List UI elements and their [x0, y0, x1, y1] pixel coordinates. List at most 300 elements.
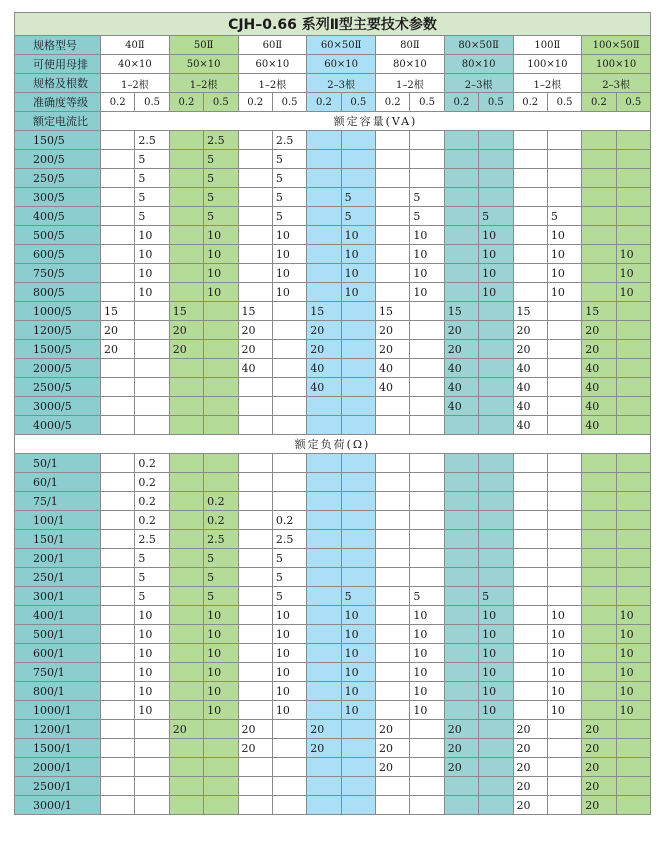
value-cell: [547, 492, 581, 511]
value-cell: [582, 473, 616, 492]
value-cell: [238, 226, 272, 245]
value-cell: [169, 568, 203, 587]
value-cell: 20: [513, 720, 547, 739]
value-cell: 40: [307, 378, 341, 397]
value-cell: 5: [272, 169, 306, 188]
value-cell: [341, 340, 375, 359]
value-cell: 5: [204, 169, 238, 188]
value-cell: [547, 416, 581, 435]
value-cell: [376, 682, 410, 701]
value-cell: [307, 131, 341, 150]
value-cell: 5: [135, 169, 169, 188]
value-cell: [169, 739, 203, 758]
current-ratio: 1500/1: [15, 739, 101, 758]
current-ratio: 150/5: [15, 131, 101, 150]
accuracy-class: 0.5: [410, 93, 444, 112]
current-ratio: 250/1: [15, 568, 101, 587]
current-ratio: 4000/5: [15, 416, 101, 435]
value-cell: [444, 416, 478, 435]
value-cell: [444, 549, 478, 568]
value-cell: [444, 701, 478, 720]
accuracy-class: 0.5: [479, 93, 513, 112]
value-cell: 5: [479, 587, 513, 606]
value-cell: 10: [616, 606, 650, 625]
current-ratio: 600/1: [15, 644, 101, 663]
value-cell: [513, 283, 547, 302]
value-cell: [479, 530, 513, 549]
value-cell: [101, 796, 135, 815]
value-cell: [376, 777, 410, 796]
value-cell: [341, 454, 375, 473]
value-cell: [410, 397, 444, 416]
value-cell: [238, 397, 272, 416]
value-cell: 40: [513, 416, 547, 435]
value-cell: [479, 758, 513, 777]
value-cell: [513, 606, 547, 625]
accuracy-class: 0.5: [616, 93, 650, 112]
current-ratio: 100/1: [15, 511, 101, 530]
value-cell: [341, 169, 375, 188]
value-cell: [444, 245, 478, 264]
value-cell: 20: [238, 739, 272, 758]
current-ratio: 3000/5: [15, 397, 101, 416]
value-cell: [616, 397, 650, 416]
value-cell: [169, 663, 203, 682]
busbar-size: 100×10: [582, 55, 651, 74]
value-cell: [582, 625, 616, 644]
value-cell: [616, 568, 650, 587]
value-cell: [513, 511, 547, 530]
value-cell: [238, 796, 272, 815]
value-cell: 10: [135, 663, 169, 682]
value-cell: 40: [307, 359, 341, 378]
value-cell: [307, 169, 341, 188]
accuracy-class: 0.5: [341, 93, 375, 112]
value-cell: [582, 549, 616, 568]
value-cell: [513, 549, 547, 568]
accuracy-class: 0.2: [307, 93, 341, 112]
busbar-size: 60×10: [238, 55, 307, 74]
value-cell: [547, 720, 581, 739]
model-row: [15, 36, 651, 55]
value-cell: [444, 226, 478, 245]
table-row: [15, 359, 651, 378]
value-cell: [479, 378, 513, 397]
value-cell: 5: [204, 568, 238, 587]
count-row: [15, 74, 651, 93]
value-cell: 10: [204, 682, 238, 701]
value-cell: 10: [547, 625, 581, 644]
value-cell: 20: [307, 739, 341, 758]
value-cell: [169, 283, 203, 302]
bar-count: 1–2根: [513, 74, 582, 93]
model-label: 规格型号: [15, 36, 101, 55]
value-cell: [135, 739, 169, 758]
value-cell: [547, 777, 581, 796]
value-cell: [376, 188, 410, 207]
value-cell: [410, 321, 444, 340]
current-ratio: 1500/5: [15, 340, 101, 359]
value-cell: 10: [204, 283, 238, 302]
value-cell: 10: [341, 245, 375, 264]
value-cell: 40: [582, 378, 616, 397]
value-cell: [341, 131, 375, 150]
value-cell: [479, 131, 513, 150]
value-cell: [204, 321, 238, 340]
value-cell: 10: [479, 226, 513, 245]
model-name: 100Ⅱ: [513, 36, 582, 55]
value-cell: 10: [547, 226, 581, 245]
value-cell: [238, 644, 272, 663]
value-cell: [479, 188, 513, 207]
value-cell: [479, 150, 513, 169]
value-cell: 10: [135, 644, 169, 663]
value-cell: [101, 606, 135, 625]
value-cell: 10: [410, 682, 444, 701]
value-cell: [341, 777, 375, 796]
value-cell: [101, 131, 135, 150]
value-cell: 2.5: [204, 530, 238, 549]
table-row: [15, 796, 651, 815]
value-cell: [444, 625, 478, 644]
value-cell: [444, 283, 478, 302]
value-cell: [616, 473, 650, 492]
value-cell: [204, 739, 238, 758]
current-ratio: 800/1: [15, 682, 101, 701]
value-cell: 20: [307, 720, 341, 739]
value-cell: [307, 473, 341, 492]
value-cell: 0.2: [204, 492, 238, 511]
current-ratio: 750/5: [15, 264, 101, 283]
table-row: [15, 454, 651, 473]
current-ratio: 800/5: [15, 283, 101, 302]
value-cell: 20: [444, 758, 478, 777]
value-cell: 5: [410, 188, 444, 207]
accuracy-class: 0.2: [582, 93, 616, 112]
value-cell: 20: [101, 321, 135, 340]
value-cell: [410, 473, 444, 492]
value-cell: [376, 530, 410, 549]
value-cell: 2.5: [272, 131, 306, 150]
value-cell: 10: [410, 283, 444, 302]
value-cell: 40: [582, 359, 616, 378]
value-cell: [101, 226, 135, 245]
table-row: [15, 302, 651, 321]
value-cell: [307, 264, 341, 283]
value-cell: [204, 720, 238, 739]
value-cell: 5: [135, 207, 169, 226]
value-cell: [101, 663, 135, 682]
spec-table: [14, 12, 651, 815]
table-row: [15, 625, 651, 644]
value-cell: [204, 777, 238, 796]
table-row: [15, 264, 651, 283]
value-cell: [204, 796, 238, 815]
load-section-label: 额定负荷(Ω): [15, 435, 651, 454]
current-ratio: 500/1: [15, 625, 101, 644]
value-cell: [169, 150, 203, 169]
value-cell: [341, 416, 375, 435]
value-cell: [238, 530, 272, 549]
value-cell: [616, 302, 650, 321]
value-cell: [272, 473, 306, 492]
value-cell: [135, 720, 169, 739]
bar-count: 2–3根: [582, 74, 651, 93]
value-cell: 20: [169, 340, 203, 359]
value-cell: [101, 150, 135, 169]
value-cell: [101, 207, 135, 226]
value-cell: [616, 207, 650, 226]
value-cell: [307, 207, 341, 226]
value-cell: [169, 587, 203, 606]
value-cell: [410, 131, 444, 150]
value-cell: [376, 473, 410, 492]
value-cell: 5: [135, 568, 169, 587]
value-cell: [307, 568, 341, 587]
value-cell: [582, 264, 616, 283]
value-cell: [616, 226, 650, 245]
value-cell: 10: [547, 283, 581, 302]
value-cell: [204, 758, 238, 777]
current-ratio: 250/5: [15, 169, 101, 188]
value-cell: [272, 492, 306, 511]
accuracy-class: 0.5: [547, 93, 581, 112]
value-cell: 10: [547, 663, 581, 682]
value-cell: [341, 492, 375, 511]
value-cell: [547, 454, 581, 473]
value-cell: [238, 511, 272, 530]
value-cell: 20: [376, 340, 410, 359]
value-cell: [616, 169, 650, 188]
value-cell: [547, 131, 581, 150]
value-cell: [582, 131, 616, 150]
value-cell: 5: [272, 549, 306, 568]
value-cell: 5: [135, 150, 169, 169]
value-cell: [582, 530, 616, 549]
value-cell: 10: [616, 701, 650, 720]
accuracy-class: 0.5: [204, 93, 238, 112]
value-cell: 0.2: [272, 511, 306, 530]
value-cell: 10: [204, 663, 238, 682]
accuracy-row: [15, 93, 651, 112]
value-cell: [513, 150, 547, 169]
value-cell: 40: [582, 397, 616, 416]
value-cell: [204, 359, 238, 378]
value-cell: [169, 359, 203, 378]
value-cell: [479, 511, 513, 530]
value-cell: 20: [513, 739, 547, 758]
value-cell: [410, 416, 444, 435]
value-cell: [238, 416, 272, 435]
value-cell: [547, 359, 581, 378]
value-cell: [341, 549, 375, 568]
value-cell: [341, 473, 375, 492]
table-row: [15, 606, 651, 625]
table-row: [15, 245, 651, 264]
value-cell: [101, 720, 135, 739]
bar-count: 2–3根: [307, 74, 376, 93]
value-cell: [238, 663, 272, 682]
value-cell: 10: [135, 264, 169, 283]
value-cell: [479, 492, 513, 511]
value-cell: [547, 473, 581, 492]
value-cell: [582, 663, 616, 682]
value-cell: [616, 549, 650, 568]
current-ratio: 2000/5: [15, 359, 101, 378]
value-cell: [169, 758, 203, 777]
value-cell: [101, 283, 135, 302]
value-cell: [307, 663, 341, 682]
value-cell: 2.5: [272, 530, 306, 549]
value-cell: [307, 644, 341, 663]
current-ratio: 600/5: [15, 245, 101, 264]
value-cell: [410, 796, 444, 815]
value-cell: [616, 739, 650, 758]
value-cell: 2.5: [135, 530, 169, 549]
bar-count: 2–3根: [444, 74, 513, 93]
value-cell: [410, 492, 444, 511]
value-cell: [272, 321, 306, 340]
value-cell: [444, 530, 478, 549]
value-cell: [238, 264, 272, 283]
value-cell: 5: [204, 549, 238, 568]
value-cell: 10: [204, 625, 238, 644]
table-row: [15, 511, 651, 530]
value-cell: [444, 264, 478, 283]
table-row: [15, 226, 651, 245]
value-cell: [101, 777, 135, 796]
value-cell: [376, 264, 410, 283]
value-cell: [307, 416, 341, 435]
value-cell: [616, 150, 650, 169]
value-cell: [101, 359, 135, 378]
value-cell: [204, 416, 238, 435]
value-cell: [410, 511, 444, 530]
value-cell: [444, 682, 478, 701]
value-cell: [547, 568, 581, 587]
value-cell: [272, 416, 306, 435]
value-cell: [307, 549, 341, 568]
value-cell: 10: [479, 625, 513, 644]
value-cell: [582, 511, 616, 530]
value-cell: 10: [135, 701, 169, 720]
value-cell: [376, 606, 410, 625]
current-ratio: 750/1: [15, 663, 101, 682]
accuracy-class: 0.2: [169, 93, 203, 112]
value-cell: 20: [582, 758, 616, 777]
value-cell: [479, 796, 513, 815]
value-cell: [272, 777, 306, 796]
value-cell: 15: [582, 302, 616, 321]
current-ratio: 400/1: [15, 606, 101, 625]
value-cell: 10: [479, 606, 513, 625]
value-cell: [169, 207, 203, 226]
value-cell: [135, 758, 169, 777]
current-ratio: 400/5: [15, 207, 101, 226]
bar-count: 1–2根: [169, 74, 238, 93]
value-cell: [204, 302, 238, 321]
model-name: 60Ⅱ: [238, 36, 307, 55]
current-ratio: 200/5: [15, 150, 101, 169]
value-cell: 10: [272, 625, 306, 644]
value-cell: [547, 549, 581, 568]
value-cell: 10: [272, 283, 306, 302]
value-cell: 15: [101, 302, 135, 321]
value-cell: [376, 492, 410, 511]
value-cell: 5: [272, 207, 306, 226]
table-title: CJH–0.66 系列Ⅱ型主要技术参数: [15, 13, 651, 36]
value-cell: 20: [238, 720, 272, 739]
value-cell: [513, 207, 547, 226]
value-cell: 10: [135, 606, 169, 625]
value-cell: [169, 416, 203, 435]
value-cell: [101, 492, 135, 511]
value-cell: 5: [135, 549, 169, 568]
value-cell: 10: [616, 245, 650, 264]
value-cell: [616, 530, 650, 549]
value-cell: [376, 169, 410, 188]
value-cell: [101, 758, 135, 777]
current-ratio: 2500/5: [15, 378, 101, 397]
model-name: 50Ⅱ: [169, 36, 238, 55]
value-cell: 5: [547, 207, 581, 226]
value-cell: [101, 416, 135, 435]
value-cell: 10: [341, 625, 375, 644]
value-cell: [376, 701, 410, 720]
table-row: [15, 150, 651, 169]
model-name: 80×50Ⅱ: [444, 36, 513, 55]
table-row: [15, 549, 651, 568]
value-cell: [307, 606, 341, 625]
value-cell: 15: [307, 302, 341, 321]
value-cell: [101, 454, 135, 473]
value-cell: [307, 777, 341, 796]
value-cell: [513, 682, 547, 701]
value-cell: 10: [341, 701, 375, 720]
value-cell: 2.5: [204, 131, 238, 150]
bar-count: 1–2根: [376, 74, 445, 93]
value-cell: [272, 739, 306, 758]
value-cell: [272, 378, 306, 397]
value-cell: [238, 454, 272, 473]
value-cell: [169, 226, 203, 245]
value-cell: [341, 796, 375, 815]
value-cell: [307, 701, 341, 720]
value-cell: [238, 625, 272, 644]
value-cell: [616, 359, 650, 378]
spec-label: 规格及根数: [15, 74, 101, 93]
current-ratio: 1000/1: [15, 701, 101, 720]
value-cell: [376, 644, 410, 663]
value-cell: [547, 511, 581, 530]
current-ratio: 75/1: [15, 492, 101, 511]
value-cell: [307, 796, 341, 815]
busbar-size: 80×10: [376, 55, 445, 74]
model-name: 40Ⅱ: [101, 36, 170, 55]
value-cell: [101, 264, 135, 283]
table-row: [15, 378, 651, 397]
value-cell: 10: [547, 606, 581, 625]
value-cell: 10: [547, 644, 581, 663]
value-cell: [616, 796, 650, 815]
value-cell: 10: [135, 245, 169, 264]
value-cell: 10: [410, 644, 444, 663]
value-cell: [547, 169, 581, 188]
value-cell: [582, 226, 616, 245]
table-row: [15, 188, 651, 207]
busbar-size: 100×10: [513, 55, 582, 74]
ratio-label: 额定电流比: [15, 112, 101, 131]
